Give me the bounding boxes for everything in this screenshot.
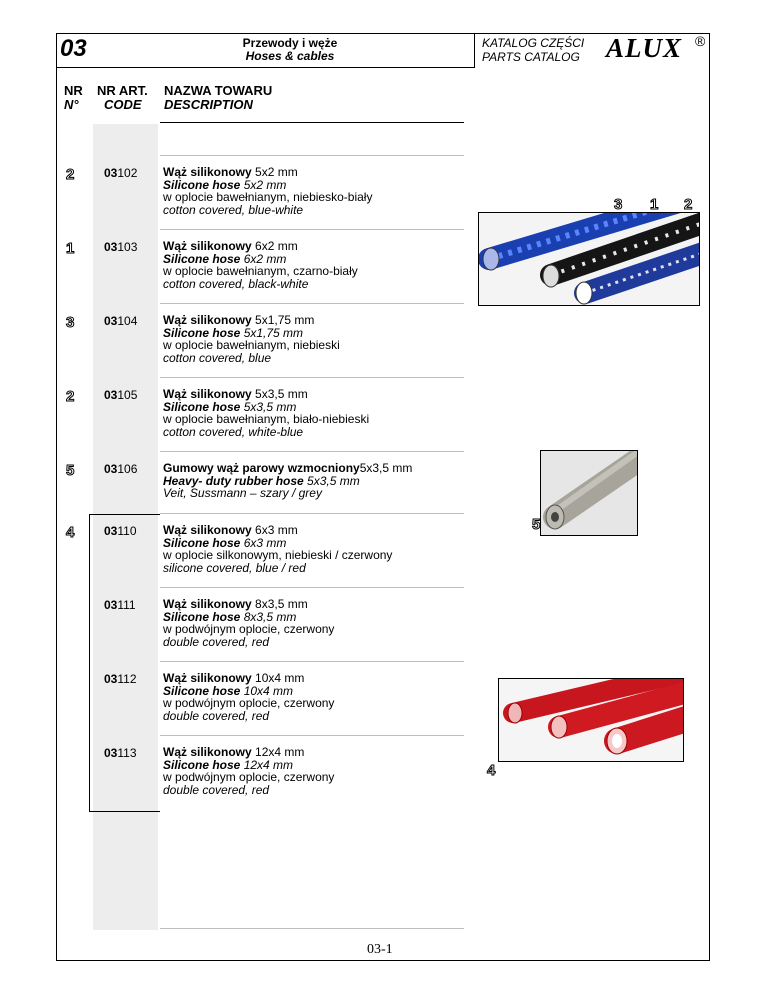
col-code-pl: NR ART. [97, 83, 148, 98]
callout-5: 5 [532, 516, 541, 533]
item-description: Wąż silikonowy 10x4 mm Silicone hose 10x4 mm w podwójnym oplocie, czerwony double covered, red [163, 671, 335, 723]
article-code: 03105 [104, 388, 138, 402]
article-code: 03103 [104, 240, 138, 254]
catalog-label-en: PARTS CATALOG [482, 50, 580, 64]
article-code: 03112 [104, 672, 137, 686]
row-number: 3 [66, 314, 75, 331]
item-description: Wąż silikonowy 6x3 mm Silicone hose 6x3 mm w oplocie silkonowym, niebieski / czerwony silicone covered, blue / red [163, 523, 393, 575]
callout-2: 2 [684, 196, 693, 213]
col-nr-pl: NR [64, 83, 83, 98]
col-nr-en: N° [64, 97, 79, 112]
article-code: 03110 [104, 524, 137, 538]
col-code-en: CODE [104, 97, 142, 112]
row-divider [160, 587, 464, 588]
item-description: Wąż silikonowy 8x3,5 mm Silicone hose 8x3,5 mm w podwójnym oplocie, czerwony double covered, red [163, 597, 335, 649]
col-desc-en: DESCRIPTION [164, 97, 253, 112]
section-title-en: Hoses & cables [245, 49, 335, 63]
item-description: Wąż silikonowy 5x1,75 mm Silicone hose 5x1,75 mm w oplocie bawełnianym, niebieski cotton covered, blue [163, 313, 340, 365]
row-number: 1 [66, 240, 75, 257]
col-desc-pl: NAZWA TOWARU [164, 83, 273, 98]
callout-1: 1 [650, 196, 659, 213]
header-vertical-divider [474, 33, 475, 68]
row-divider [160, 451, 464, 452]
callout-3: 3 [614, 196, 623, 213]
article-code: 03104 [104, 314, 138, 328]
section-title-pl: Przewody i węże [242, 36, 338, 50]
table-top-rule [160, 122, 464, 123]
row-number: 4 [66, 524, 75, 541]
section-number: 03 [60, 35, 87, 62]
article-code: 03106 [104, 462, 138, 476]
article-code: 03111 [104, 598, 136, 612]
row-number: 2 [66, 166, 75, 183]
item-description: Gumowy wąż parowy wzmocniony5x3,5 mm Heavy- duty rubber hose 5x3,5 mm Veit, Sussmann – szary / grey [163, 461, 413, 500]
item-description: Wąż silikonowy 6x2 mm Silicone hose 6x2 mm w oplocie bawełnianym, czarno-biały cotton covered, black-white [163, 239, 358, 291]
row-divider [160, 377, 464, 378]
catalog-label-pl: KATALOG CZĘŚCI [482, 36, 585, 50]
photo-rubber-hose [540, 450, 638, 536]
header-divider [56, 67, 474, 68]
table-bottom-rule [160, 928, 464, 929]
callout-4: 4 [487, 762, 496, 779]
row-divider [160, 735, 464, 736]
row-divider [160, 303, 464, 304]
item-description: Wąż silikonowy 5x3,5 mm Silicone hose 5x3,5 mm w oplocie bawełnianym, biało-niebieski cotton covered, white-blue [163, 387, 370, 439]
page-number: 03-1 [367, 942, 393, 957]
photo-braided-hoses [478, 212, 700, 306]
item-description: Wąż silikonowy 12x4 mm Silicone hose 12x4 mm w podwójnym oplocie, czerwony double covered, red [163, 745, 335, 797]
item-description: Wąż silikonowy 5x2 mm Silicone hose 5x2 mm w oplocie bawełnianym, niebiesko-biały cotton covered, blue-white [163, 165, 373, 217]
registered-mark: ® [695, 33, 706, 49]
row-number: 5 [66, 462, 75, 479]
row-divider [160, 513, 464, 514]
row-divider [160, 155, 464, 156]
article-code: 03102 [104, 166, 138, 180]
row-divider [160, 229, 464, 230]
photo-red-hoses [498, 678, 684, 762]
group-bracket [89, 514, 160, 812]
row-divider [160, 661, 464, 662]
row-number: 2 [66, 388, 75, 405]
article-code: 03113 [104, 746, 137, 760]
brand-logo: ALUX [606, 33, 683, 63]
